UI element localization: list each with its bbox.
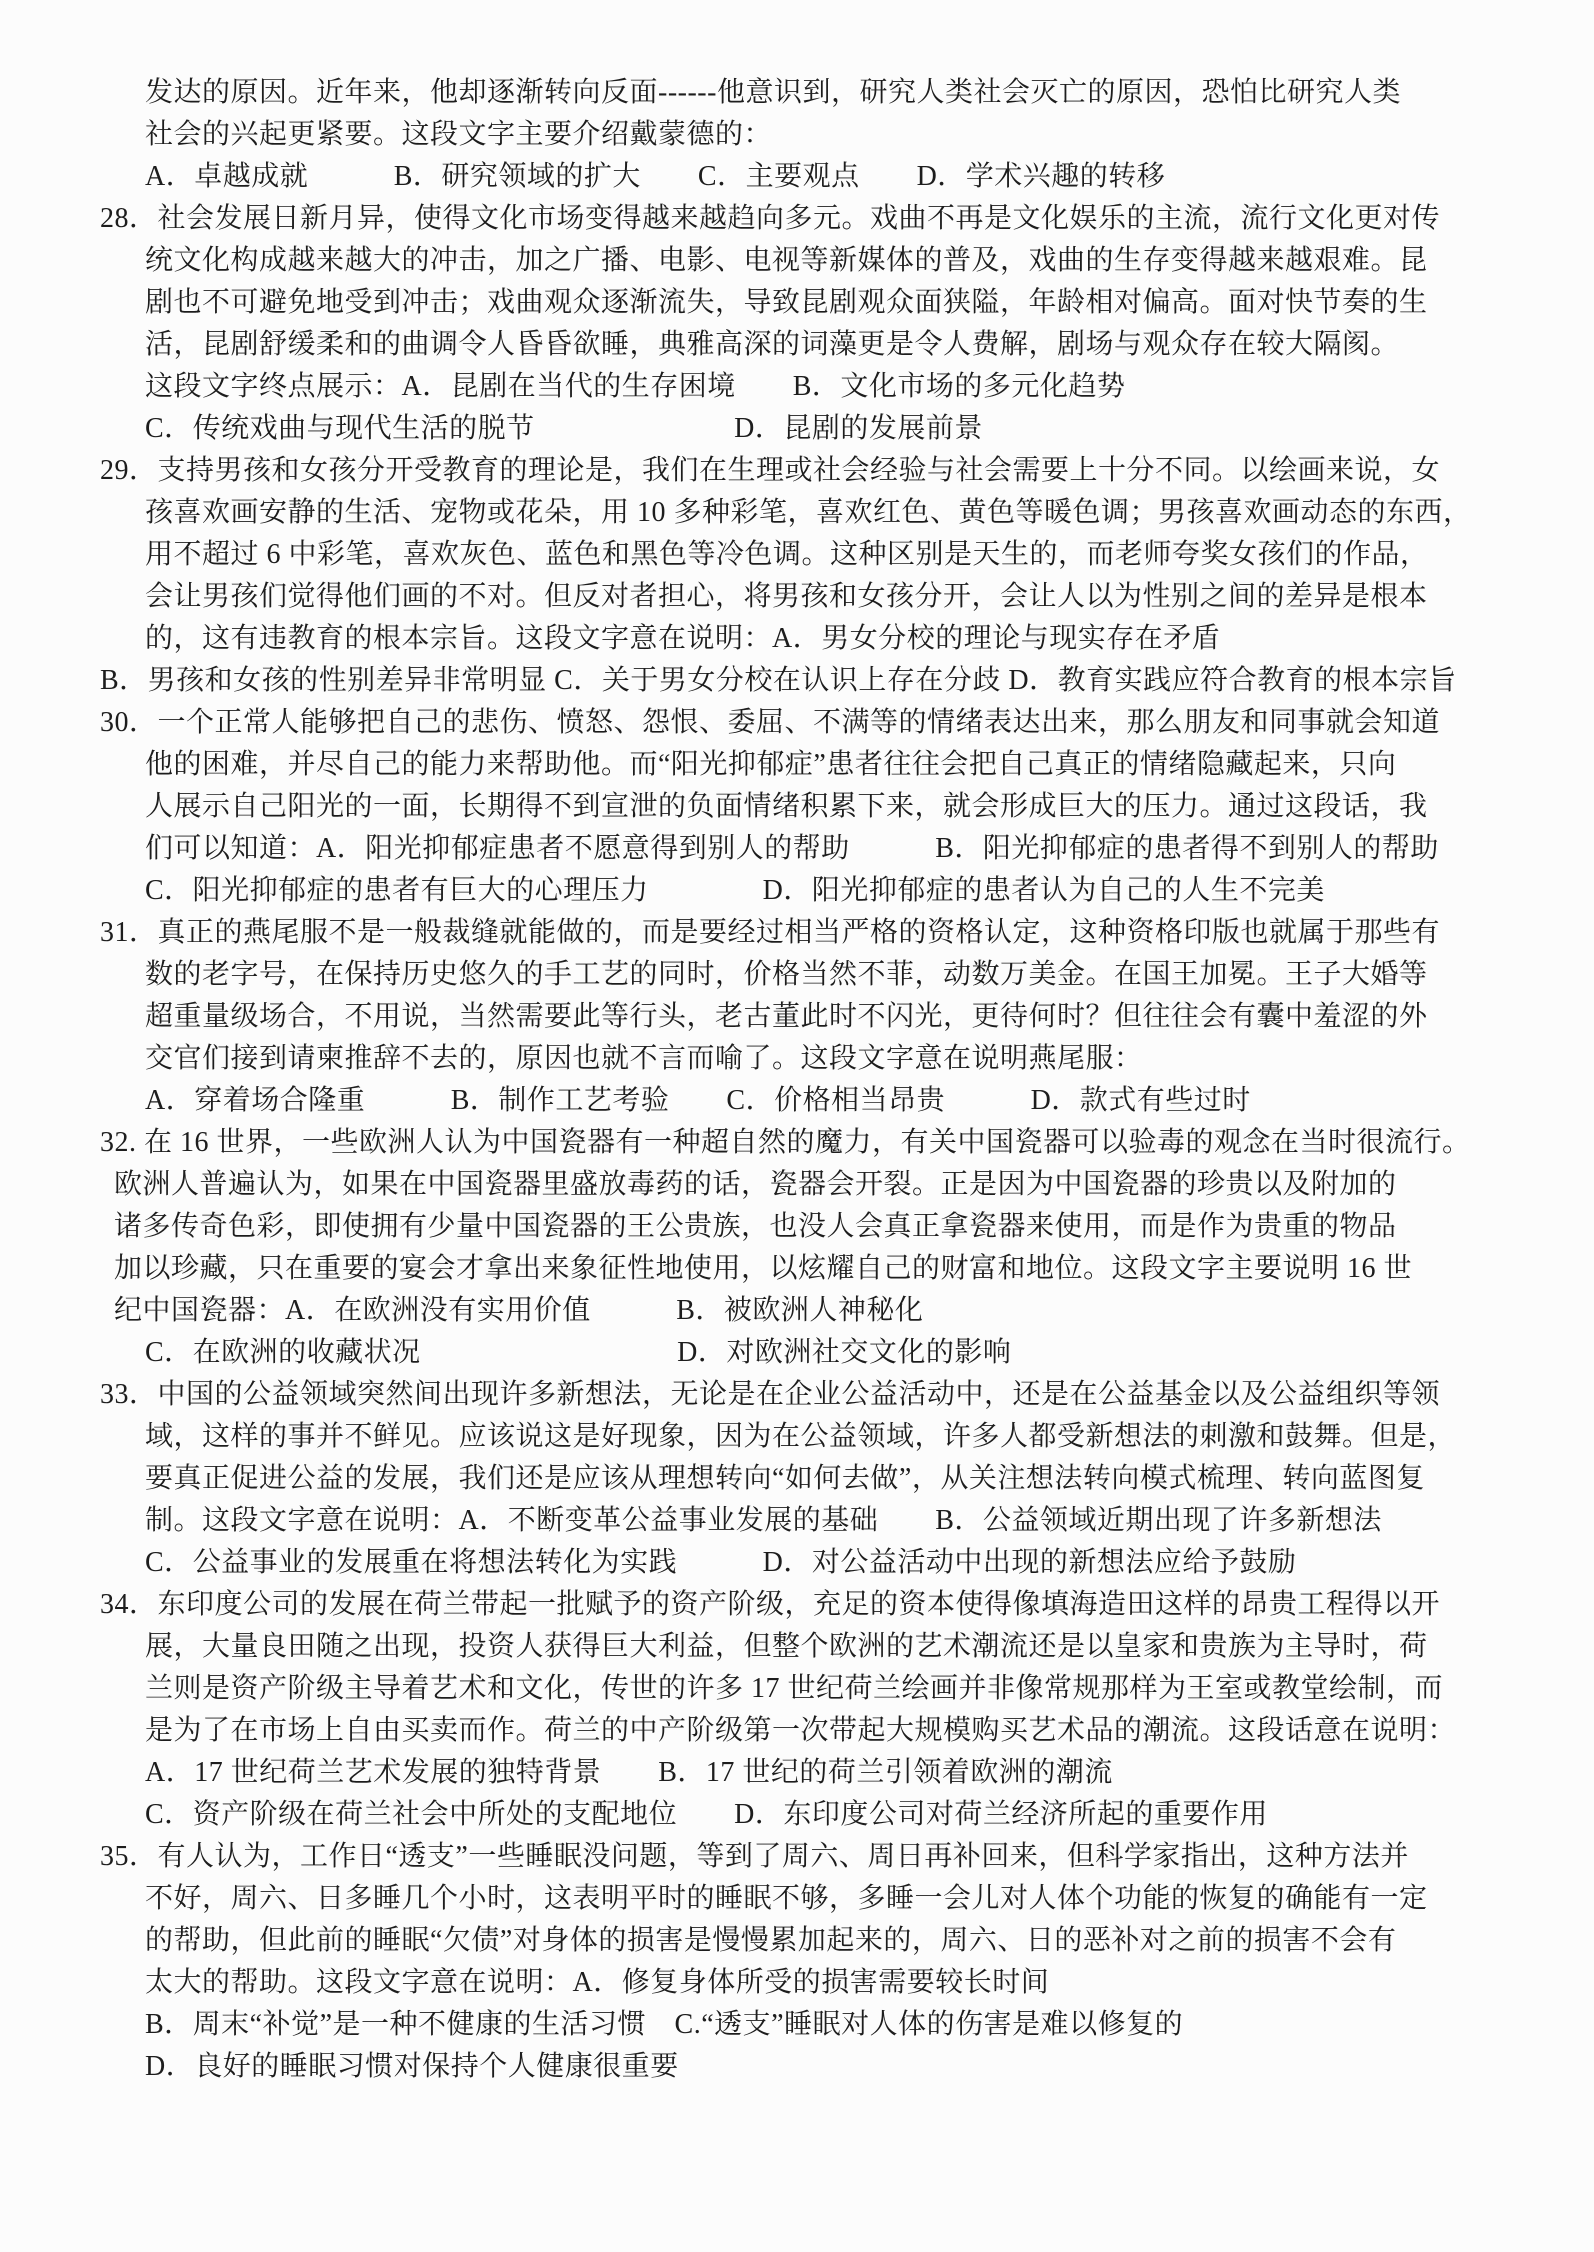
text-line: 他的困难，并尽自己的能力来帮助他。而“阳光抑郁症”患者往往会把自己真正的情绪隐藏起来，只向 (145, 749, 1397, 780)
text-line: 们可以知道：A．阳光抑郁症患者不愿意得到别人的帮助 B．阳光抑郁症的患者得不到别人的帮助 (145, 833, 1439, 864)
text-line: 31．真正的燕尾服不是一般裁缝就能做的，而是要经过相当严格的资格认定，这种资格印版也就属于那些有 (100, 917, 1441, 948)
text-line: C．公益事业的发展重在将想法转化为实践 D．对公益活动中出现的新想法应给予鼓励 (145, 1547, 1297, 1578)
text-line: 这段文字终点展示：A．昆剧在当代的生存困境 B．文化市场的多元化趋势 (145, 371, 1126, 402)
text-line: A．卓越成就 B．研究领域的扩大 C．主要观点 D．学术兴趣的转移 (145, 161, 1166, 192)
text-line: 34．东印度公司的发展在荷兰带起一批赋予的资产阶级，充足的资本使得像填海造田这样的昂贵工程得以开 (100, 1589, 1441, 1620)
text-line: 活，昆剧舒缓柔和的曲调令人昏昏欲睡，典雅高深的词藻更是令人费解，剧场与观众存在较大隔阂。 (145, 329, 1400, 360)
text-line: 的，这有违教育的根本宗旨。这段文字意在说明：A．男女分校的理论与现实存在矛盾 (145, 623, 1221, 654)
text-line: C．在欧洲的收藏状况 D．对欧洲社交文化的影响 (145, 1337, 1012, 1368)
text-line: A．穿着场合隆重 B．制作工艺考验 C．价格相当昂贵 D．款式有些过时 (145, 1085, 1251, 1116)
text-line: 29．支持男孩和女孩分开受教育的理论是，我们在生理或社会经验与社会需要上十分不同。以绘画来说，女 (100, 455, 1441, 486)
text-line: 孩喜欢画安静的生活、宠物或花朵，用 10 多种彩笔，喜欢红色、黄色等暖色调；男孩喜欢画动态的东西， (145, 497, 1472, 528)
text-line: 28．社会发展日新月异，使得文化市场变得越来越趋向多元。戏曲不再是文化娱乐的主流，流行文化更对传 (100, 203, 1441, 234)
text-line: 数的老字号，在保持历史悠久的手工艺的同时，价格当然不菲，动数万美金。在国王加冕。王子大婚等 (145, 959, 1428, 990)
text-line: 展，大量良田随之出现，投资人获得巨大利益，但整个欧洲的艺术潮流还是以皇家和贵族为主导时，荷 (145, 1631, 1428, 1662)
text-line: 加以珍藏，只在重要的宴会才拿出来象征性地使用，以炫耀自己的财富和地位。这段文字主要说明 16 世 (114, 1253, 1413, 1284)
text-line: 欧洲人普遍认为，如果在中国瓷器里盛放毒药的话，瓷器会开裂。正是因为中国瓷器的珍贵以及附加的 (114, 1169, 1397, 1200)
text-line: B．周末“补觉”是一种不健康的生活习惯 C.“透支”睡眠对人体的伤害是难以修复的 (145, 2009, 1184, 2040)
text-line: C．阳光抑郁症的患者有巨大的心理压力 D．阳光抑郁症的患者认为自己的人生不完美 (145, 875, 1325, 906)
text-line: 发达的原因。近年来，他却逐渐转向反面------他意识到，研究人类社会灭亡的原因，恐怕比研究人类 (145, 77, 1401, 108)
text-line: 用不超过 6 中彩笔，喜欢灰色、蓝色和黑色等冷色调。这种区别是天生的，而老师夸奖女孩们的作品， (145, 539, 1429, 570)
text-line: 32. 在 16 世界，一些欧洲人认为中国瓷器有一种超自然的魔力，有关中国瓷器可以验毒的观念在当时很流行。 (100, 1127, 1471, 1158)
text-line: 33．中国的公益领域突然间出现许多新想法，无论是在企业公益活动中，还是在公益基金以及公益组织等领 (100, 1379, 1441, 1410)
text-line: 社会的兴起更紧要。这段文字主要介绍戴蒙德的： (145, 119, 773, 150)
text-line: C．传统戏曲与现代生活的脱节 D．昆剧的发展前景 (145, 413, 983, 444)
text-line: 交官们接到请柬推辞不去的，原因也就不言而喻了。这段文字意在说明燕尾服： (145, 1043, 1143, 1074)
text-line: 域，这样的事并不鲜见。应该说这是好现象，因为在公益领域，许多人都受新想法的刺激和鼓舞。但是， (145, 1421, 1457, 1452)
text-line: 30．一个正常人能够把自己的悲伤、愤怒、怨恨、委屈、不满等的情绪表达出来，那么朋友和同事就会知道 (100, 707, 1441, 738)
text-line: 超重量级场合，不用说，当然需要此等行头，老古董此时不闪光，更待何时？但往往会有囊中羞涩的外 (145, 1001, 1428, 1032)
text-line: 35．有人认为，工作日“透支”一些睡眠没问题，等到了周六、周日再补回来，但科学家指出，这种方法并 (100, 1841, 1409, 1872)
text-line: 太大的帮助。这段文字意在说明：A．修复身体所受的损害需要较长时间 (145, 1967, 1050, 1998)
exam-text-block (100, 72, 1514, 2088)
text-line: A．17 世纪荷兰艺术发展的独特背景 B．17 世纪的荷兰引领着欧洲的潮流 (145, 1757, 1113, 1788)
text-line: 剧也不可避免地受到冲击；戏曲观众逐渐流失，导致昆剧观众面狭隘，年龄相对偏高。面对快节奏的生 (145, 287, 1428, 318)
text-line: 纪中国瓷器：A．在欧洲没有实用价值 B．被欧洲人神秘化 (114, 1295, 924, 1326)
text-line: 不好，周六、日多睡几个小时，这表明平时的睡眠不够，多睡一会儿对人体个功能的恢复的确能有一定 (145, 1883, 1428, 1914)
text-line: 要真正促进公益的发展，我们还是应该从理想转向“如何去做”，从关注想法转向模式梳理、转向蓝图复 (145, 1463, 1425, 1494)
text-line: 会让男孩们觉得他们画的不对。但反对者担心，将男孩和女孩分开，会让人以为性别之间的差异是根本 (145, 581, 1428, 612)
text-line: B．男孩和女孩的性别差异非常明显 C．关于男女分校在认识上存在分歧 D．教育实践应符合教育的根本宗旨 (100, 665, 1457, 696)
text-line: 统文化构成越来越大的冲击，加之广播、电影、电视等新媒体的普及，戏曲的生存变得越来越艰难。昆 (145, 245, 1428, 276)
text-line: 制。这段文字意在说明：A．不断变革公益事业发展的基础 B．公益领域近期出现了许多新想法 (145, 1505, 1382, 1536)
text-line: 兰则是资产阶级主导着艺术和文化，传世的许多 17 世纪荷兰绘画并非像常规那样为王室或教堂绘制，而 (145, 1673, 1444, 1704)
text-line: 诸多传奇色彩，即使拥有少量中国瓷器的王公贵族，也没人会真正拿瓷器来使用，而是作为贵重的物品 (114, 1211, 1397, 1242)
text-line: D．良好的睡眠习惯对保持个人健康很重要 (145, 2051, 679, 2082)
text-line: 是为了在市场上自由买卖而作。荷兰的中产阶级第一次带起大规模购买艺术品的潮流。这段话意在说明： (145, 1715, 1457, 1746)
text-line: 的帮助，但此前的睡眠“欠债”对身体的损害是慢慢累加起来的，周六、日的恶补对之前的损害不会有 (145, 1925, 1397, 1956)
text-line: 人展示自己阳光的一面，长期得不到宣泄的负面情绪积累下来，就会形成巨大的压力。通过这段话，我 (145, 791, 1428, 822)
text-line: C．资产阶级在荷兰社会中所处的支配地位 D．东印度公司对荷兰经济所起的重要作用 (145, 1799, 1268, 1830)
